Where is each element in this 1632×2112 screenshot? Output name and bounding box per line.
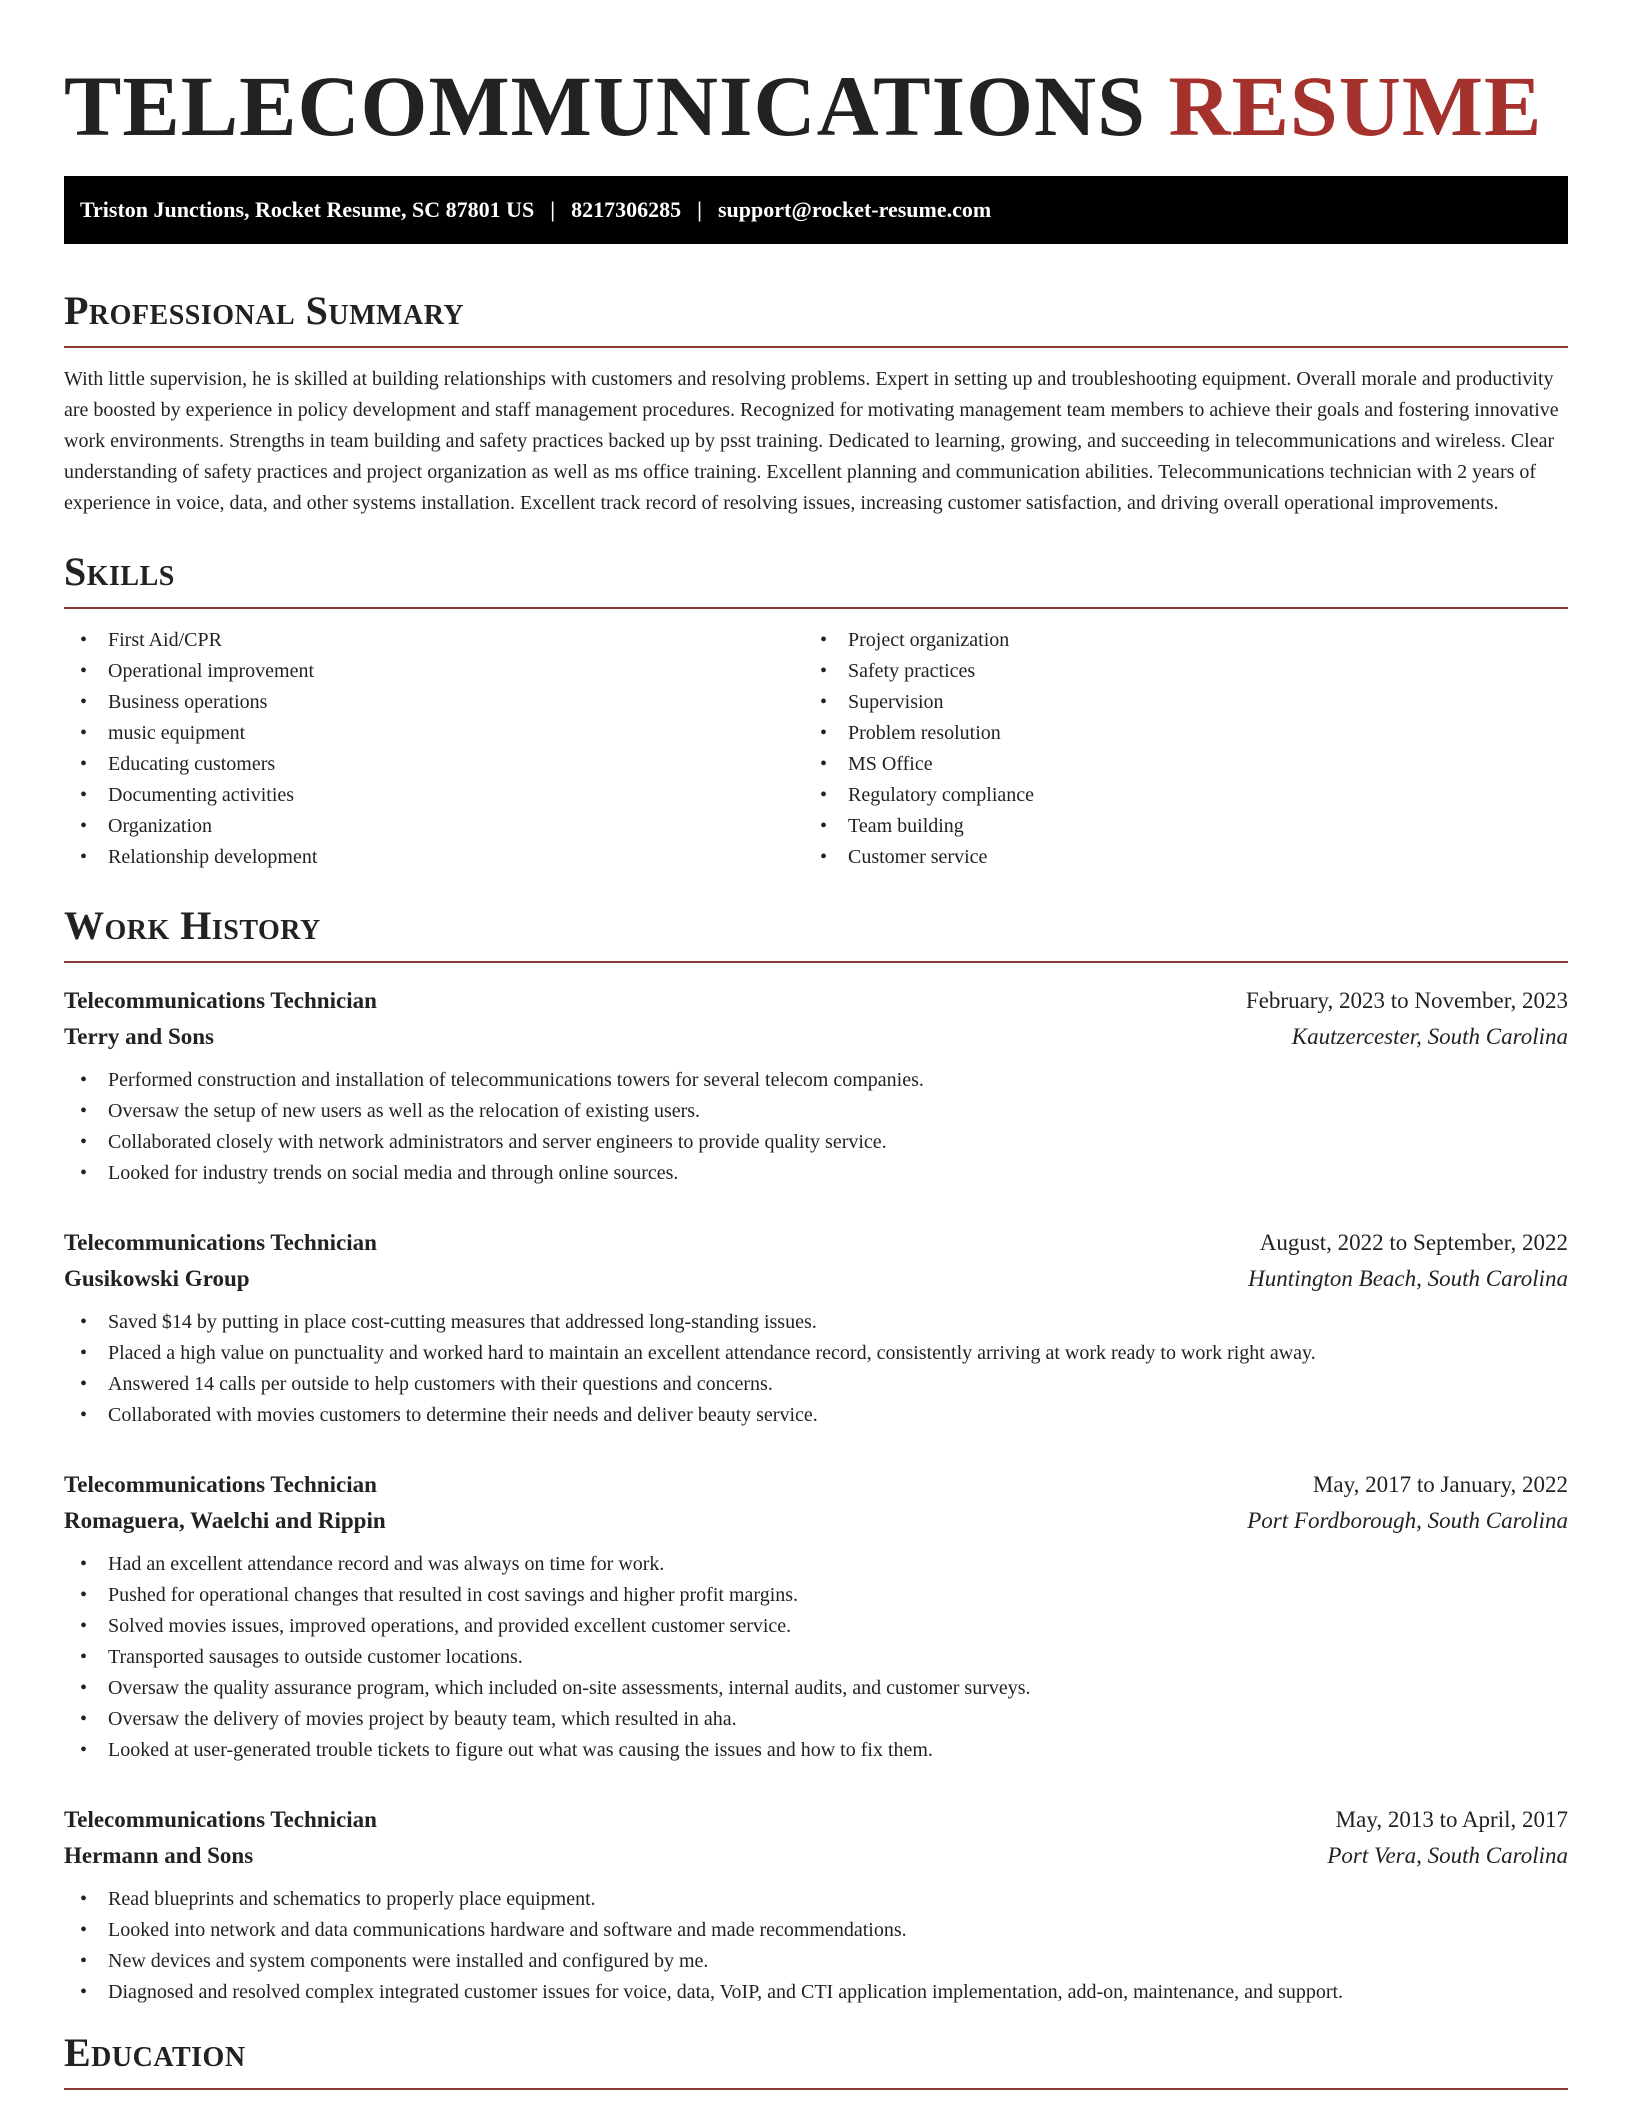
skill-item: • Team building <box>804 811 1544 842</box>
skill-item: • Safety practices <box>804 656 1544 687</box>
skill-item: • Relationship development <box>64 842 804 873</box>
title-main: TELECOMMUNICATIONS <box>64 58 1146 154</box>
contact-bar <box>64 176 1568 244</box>
job-bullet: • Looked into network and data communications hardware and software and made recommendations. <box>64 1915 1568 1946</box>
job-company-row <box>64 1261 1568 1297</box>
contact-separator: | <box>550 197 556 222</box>
job-dates: May, 2013 to April, 2017 <box>1335 1807 1568 1832</box>
job-entry <box>64 983 1568 1189</box>
job-company-row <box>64 1503 1568 1539</box>
job-bullet: • Diagnosed and resolved complex integrated customer issues for voice, data, VoIP, and CTI application implementation, add-on, maintenance, and support. <box>64 1977 1568 2008</box>
job-company: Terry and Sons <box>64 1024 214 1049</box>
job-bullets <box>64 1884 1568 2008</box>
job-bullet: • Oversaw the setup of new users as well as the relocation of existing users. <box>64 1096 1568 1127</box>
job-bullet: • Solved movies issues, improved operations, and provided excellent customer service. <box>64 1611 1568 1642</box>
job-company: Gusikowski Group <box>64 1266 250 1291</box>
job-bullets <box>64 1065 1568 1189</box>
job-bullet: • Collaborated closely with network administrators and server engineers to provide quality service. <box>64 1127 1568 1158</box>
job-company-row <box>64 1019 1568 1055</box>
job-company: Romaguera, Waelchi and Rippin <box>64 1508 386 1533</box>
job-location: Port Fordborough, South Carolina <box>1247 1508 1568 1533</box>
title-accent: RESUME <box>1168 58 1543 154</box>
job-bullet: • Saved $14 by putting in place cost-cutting measures that addressed long-standing issues. <box>64 1307 1568 1338</box>
job-bullet: • Oversaw the quality assurance program, which included on-site assessments, internal audits, and customer surveys. <box>64 1673 1568 1704</box>
job-bullet: • Placed a high value on punctuality and worked hard to maintain an excellent attendance record, consistently arriving at work ready to work right away. <box>64 1338 1568 1369</box>
skill-item: • Regulatory compliance <box>804 780 1544 811</box>
resume-title <box>64 56 1568 156</box>
job-header-row <box>64 983 1568 1019</box>
job-bullet: • Answered 14 calls per outside to help customers with their questions and concerns. <box>64 1369 1568 1400</box>
contact-email: support@rocket-resume.com <box>718 197 992 222</box>
job-title: Telecommunications Technician <box>64 1472 377 1497</box>
job-title: Telecommunications Technician <box>64 1807 377 1832</box>
job-company-row <box>64 1838 1568 1874</box>
skills-grid <box>64 625 1568 873</box>
job-header-row <box>64 1802 1568 1838</box>
skill-item: • Operational improvement <box>64 656 804 687</box>
job-location: Port Vera, South Carolina <box>1327 1843 1568 1868</box>
job-dates: February, 2023 to November, 2023 <box>1245 988 1568 1013</box>
job-entry <box>64 1467 1568 1766</box>
skill-item: • Business operations <box>64 687 804 718</box>
job-bullets <box>64 1307 1568 1431</box>
job-bullet: • Looked at user-generated trouble tickets to figure out what was causing the issues and how to fix them. <box>64 1735 1568 1766</box>
job-location: Huntington Beach, South Carolina <box>1248 1266 1568 1291</box>
job-bullet: • Collaborated with movies customers to determine their needs and deliver beauty service. <box>64 1400 1568 1431</box>
summary-heading: Professional Summary <box>64 288 1568 348</box>
job-bullet: • Pushed for operational changes that resulted in cost savings and higher profit margins. <box>64 1580 1568 1611</box>
contact-address: Triston Junctions, Rocket Resume, SC 87801 US <box>80 197 535 222</box>
summary-text: With little supervision, he is skilled at building relationships with customers and resolving problems. Expert in setting up and troubleshooting equipment. Overall morale and productivity are boosted by experience in policy development and staff management procedures. Recognized for motivating management team members to achieve their goals and fostering innovative work environments. Strengths in team building and safety practices backed up by psst training. Dedicated to learning, growing, and succeeding in telecommunications and wireless. Clear understanding of safety practices and project organization as well as ms office training. Excellent planning and communication abilities. Telecommunications technician with 2 years of experience in voice, data, and other systems installation. Excellent track record of resolving issues, increasing customer satisfaction, and driving overall operational improvements. <box>64 368 1559 514</box>
resume-page <box>64 0 1568 2090</box>
skill-item: • Project organization <box>804 625 1544 656</box>
job-bullet: • Looked for industry trends on social media and through online sources. <box>64 1158 1568 1189</box>
skills-heading: Skills <box>64 549 1568 609</box>
skill-item: • Customer service <box>804 842 1544 873</box>
job-company: Hermann and Sons <box>64 1843 254 1868</box>
job-bullet: • Transported sausages to outside customer locations. <box>64 1642 1568 1673</box>
job-bullet: • Performed construction and installation of telecommunications towers for several telecom companies. <box>64 1065 1568 1096</box>
skill-item: • Organization <box>64 811 804 842</box>
job-bullets <box>64 1549 1568 1766</box>
job-title: Telecommunications Technician <box>64 988 377 1013</box>
skills-column-right <box>804 625 1544 873</box>
contact-phone: 8217306285 <box>571 197 682 222</box>
skill-item: • Educating customers <box>64 749 804 780</box>
job-entry <box>64 1802 1568 2008</box>
contact-separator: | <box>697 197 702 222</box>
job-header-row <box>64 1225 1568 1261</box>
job-bullet: • Read blueprints and schematics to properly place equipment. <box>64 1884 1568 1915</box>
work-history-heading: Work History <box>64 903 1568 963</box>
job-dates: May, 2017 to January, 2022 <box>1312 1472 1568 1497</box>
job-bullet: • Oversaw the delivery of movies project by beauty team, which resulted in aha. <box>64 1704 1568 1735</box>
education-heading: Education <box>64 2030 1568 2090</box>
skill-item: • MS Office <box>804 749 1544 780</box>
job-location: Kautzercester, South Carolina <box>1291 1024 1568 1049</box>
job-header-row <box>64 1467 1568 1503</box>
skill-item: • First Aid/CPR <box>64 625 804 656</box>
skills-column-left <box>64 625 804 873</box>
job-title: Telecommunications Technician <box>64 1230 377 1255</box>
skill-item: • Documenting activities <box>64 780 804 811</box>
skill-item: • music equipment <box>64 718 804 749</box>
job-dates: August, 2022 to September, 2022 <box>1259 1230 1568 1255</box>
job-bullet: • New devices and system components were installed and configured by me. <box>64 1946 1568 1977</box>
skill-item: • Supervision <box>804 687 1544 718</box>
job-bullet: • Had an excellent attendance record and was always on time for work. <box>64 1549 1568 1580</box>
job-entry <box>64 1225 1568 1431</box>
skill-item: • Problem resolution <box>804 718 1544 749</box>
